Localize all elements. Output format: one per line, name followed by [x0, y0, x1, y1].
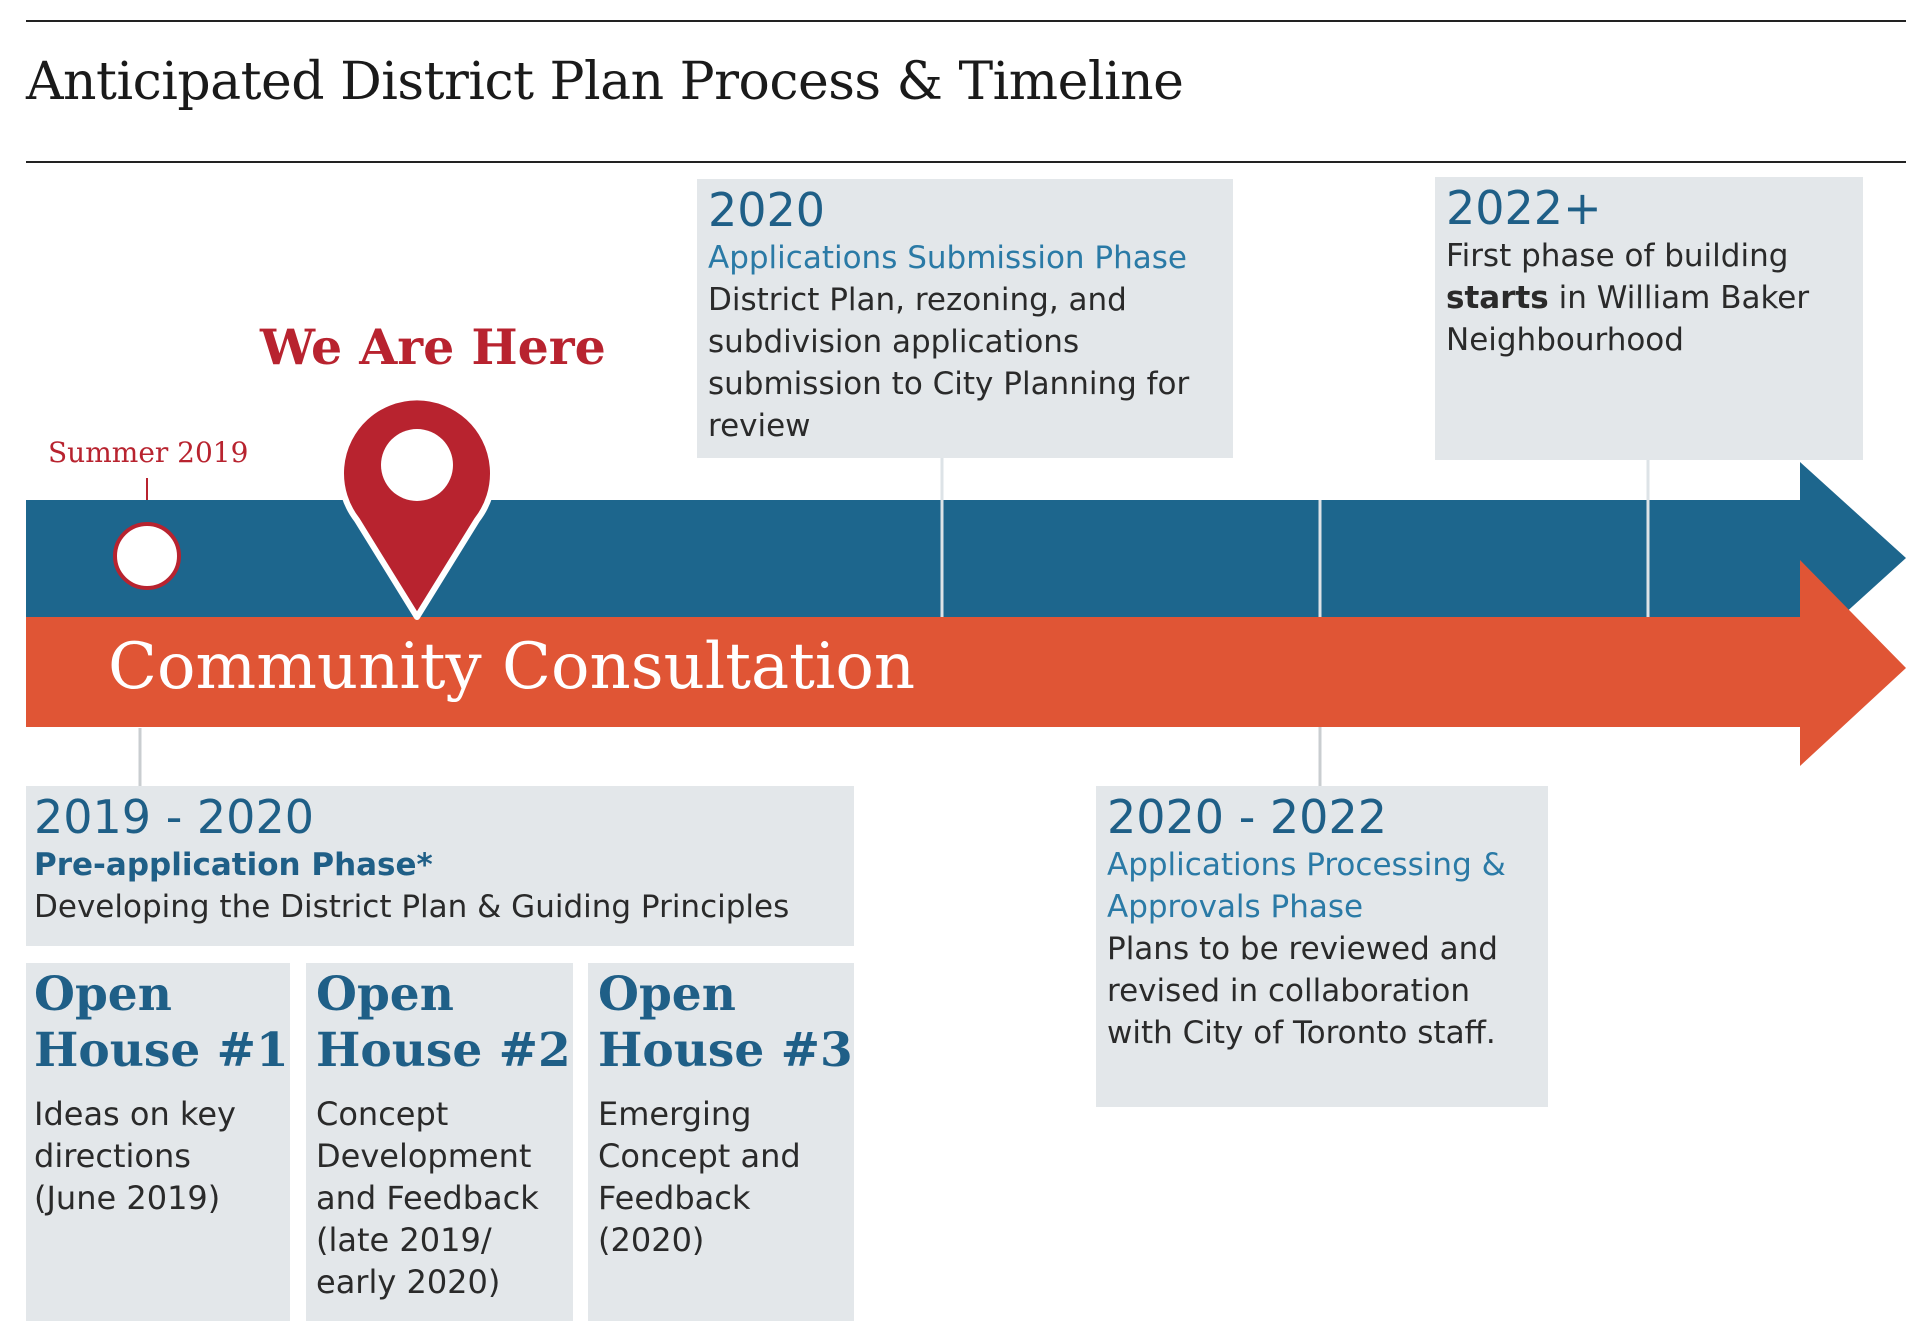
- summer-2019-circle: [115, 524, 179, 588]
- submission-year: 2020: [708, 183, 826, 237]
- pre-application-phase-name: Pre-application Phase*: [34, 847, 433, 883]
- processing-description: Plans to be reviewed and revised in collaboration with City of Toronto staff.: [1107, 931, 1498, 1051]
- open-house-1-description: Ideas on key directions (June 2019): [34, 1095, 236, 1217]
- open-house-1-title-line1: Open: [34, 967, 172, 1022]
- pre-application-year: 2019 - 2020: [34, 790, 314, 844]
- pre-application-description: Developing the District Plan & Guiding Principles: [34, 889, 790, 925]
- community-consultation-label: Community Consultation: [108, 630, 916, 704]
- building-year: 2022+: [1446, 181, 1602, 235]
- open-house-2-description: Concept Development and Feedback (late 2019/ early 2020): [316, 1095, 539, 1301]
- summer-2019-label: Summer 2019: [48, 436, 249, 469]
- open-house-3-title-line2: House #3: [598, 1023, 853, 1078]
- building-desc-post: in William Baker Neighbourhood: [1446, 280, 1810, 358]
- building-desc-pre: First phase of building: [1446, 238, 1789, 274]
- building-phase-box: [1435, 177, 1863, 460]
- processing-year: 2020 - 2022: [1107, 790, 1387, 844]
- page-title: Anticipated District Plan Process & Timeline: [26, 52, 1184, 112]
- location-pin-hole: [381, 429, 453, 501]
- open-house-3-description: Emerging Concept and Feedback (2020): [598, 1095, 801, 1259]
- building-desc-bold: starts: [1446, 280, 1549, 316]
- processing-phase-name: Applications Processing & Approvals Phase: [1107, 847, 1506, 925]
- open-house-1-box: [26, 963, 290, 1321]
- submission-phase-name: Applications Submission Phase: [708, 240, 1187, 276]
- pre-application-phase-box: [26, 786, 854, 946]
- open-house-3-title-line1: Open: [598, 967, 736, 1022]
- open-house-2-title-line1: Open: [316, 967, 454, 1022]
- open-house-1-title-line2: House #1: [34, 1023, 289, 1078]
- submission-phase-box: [697, 179, 1233, 458]
- open-house-3-box: [588, 963, 854, 1321]
- open-house-2-title-line2: House #2: [316, 1023, 571, 1078]
- submission-description: District Plan, rezoning, and subdivision applications submission to City Planning for review: [708, 282, 1190, 444]
- processing-phase-box: [1096, 786, 1548, 1107]
- building-description: [1446, 235, 1853, 361]
- we-are-here-label: We Are Here: [260, 318, 606, 376]
- open-house-2-box: [306, 963, 573, 1321]
